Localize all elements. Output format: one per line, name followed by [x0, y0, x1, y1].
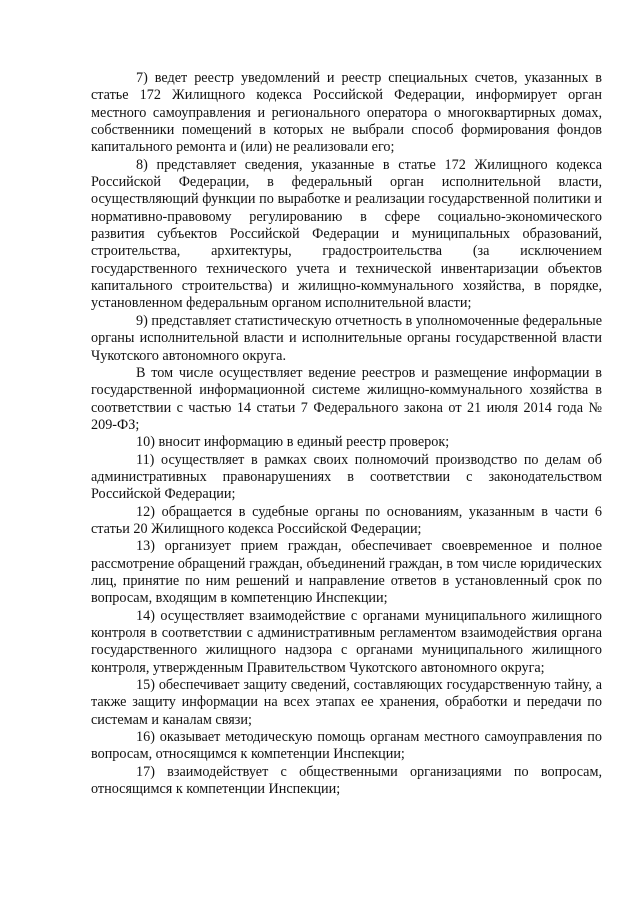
paragraph-item-8: 8) представляет сведения, указанные в статье 172 Жилищного кодекса Российской Федерации, в федеральный орган исполнительной власти, осуществляющий функции по выработке и реализации государственной политики и нормативно-правовому регулированию в сфере социально-экономического развития субъектов Российской Федерации и муниципальных образований, строительства, архитектуры, градостроительства (за исключением государственного технического учета и технической инвентаризации объектов капитального строительства) и жилищно-коммунального хозяйства, в порядке, установленном федеральным органом исполнительной власти; [91, 156, 602, 312]
paragraph-item-9: 9) представляет статистическую отчетность в уполномоченные федеральные органы исполнительной власти и исполнительные органы государственной власти Чукотского автономного округа. [91, 312, 602, 364]
paragraph-registry-note: В том числе осуществляет ведение реестров и размещение информации в государственной информационной системе жилищно-коммунального хозяйства в соответствии с частью 14 статьи 7 Федерального закона от 21 июля 2014 года № 209-ФЗ; [91, 364, 602, 433]
paragraph-item-10: 10) вносит информацию в единый реестр проверок; [136, 434, 450, 451]
paragraph-item-17: 17) взаимодействует с общественными организациями по вопросам, относящимся к компетенции Инспекции; [91, 763, 602, 798]
paragraph-item-12: 12) обращается в судебные органы по основаниям, указанным в части 6 статьи 20 Жилищного кодекса Российской Федерации; [91, 503, 602, 537]
paragraph-item-14: 14) осуществляет взаимодействие с органами муниципального жилищного контроля в соответствии с административным регламентом взаимодействия органа государственного жилищного надзора с органами муниципального жилищного контроля, утвержденным Правительством Чукотского автономного округа; [91, 607, 602, 676]
paragraph-item-11: 11) осуществляет в рамках своих полномочий производство по делам об административных правонарушениях в соответствии с законодательством Российской Федерации; [91, 451, 602, 503]
paragraph-item-13: 13) организует прием граждан, обеспечивает своевременное и полное рассмотрение обращений граждан, объединений граждан, в том числе юридических лиц, принятие по ним решений и направление ответов в установленный срок по вопросам, входящим в компетенцию Инспекции; [91, 538, 602, 607]
paragraph-item-7: 7) ведет реестр уведомлений и реестр специальных счетов, указанных в статье 172 Жилищного кодекса Российской Федерации, информирует орган местного самоуправления и регионального оператора о многоквартирных домах, собственники помещений в которых не выбрали способ формирования фондов капитального ремонта и (или) не реализовали его; [91, 70, 602, 156]
paragraph-item-16: 16) оказывает методическую помощь органам местного самоуправления по вопросам, относящимся к компетенции Инспекции; [91, 729, 602, 763]
paragraph-item-15: 15) обеспечивает защиту сведений, составляющих государственную тайну, а также защиту информации на всех этапах ее хранения, обработки и передачи по системам и каналам связи; [91, 677, 602, 728]
